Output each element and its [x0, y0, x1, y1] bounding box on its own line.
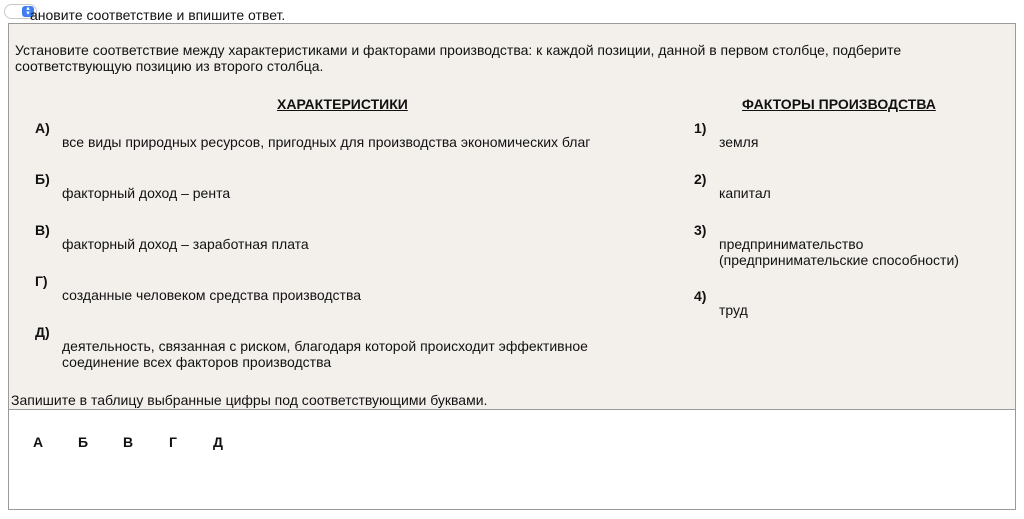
factor-text-4: труд [719, 302, 748, 318]
characteristics-header: ХАРАКТЕРИСТИКИ [277, 96, 408, 112]
characteristic-text-g: созданные человеком средства производства [62, 287, 362, 303]
factor-text-2: капитал [719, 185, 771, 201]
factor-text-1: земля [719, 134, 759, 150]
answer-letter-v: В [123, 434, 134, 450]
characteristic-letter-g: Г) [35, 273, 48, 289]
characteristic-letter-v: В) [35, 222, 50, 238]
factor-num-2: 2) [694, 171, 707, 187]
characteristic-text-b: факторный доход – рента [62, 185, 231, 201]
answer-letter-d: Д [213, 434, 223, 450]
characteristic-letter-b: Б) [35, 171, 50, 187]
factor-num-1: 1) [694, 120, 707, 136]
instruction-note: Запишите в таблицу выбранные цифры под соответствующими буквами. [11, 392, 488, 408]
question-text: Установите соответствие между характеристиками и факторами производства: к каждой позиции, данной в первом столбце, подберите соответствующую позицию из второго столбца. [15, 42, 902, 74]
task-box [8, 23, 1016, 410]
characteristic-text-a: все виды природных ресурсов, пригодных для производства экономических благ [62, 134, 591, 150]
dropdown-arrow-icon[interactable]: ▴ ▾ [22, 6, 34, 17]
answer-letter-b: Б [78, 434, 89, 450]
answer-letter-a: А [33, 434, 44, 450]
characteristic-text-v: факторный доход – заработная плата [62, 236, 309, 252]
characteristic-text-d: деятельность, связанная с риском, благодаря которой происходит эффективное соединение всех факторов производства [62, 338, 588, 370]
characteristic-letter-d: Д) [35, 324, 50, 340]
factors-header: ФАКТОРЫ ПРОИЗВОДСТВА [742, 96, 936, 112]
factor-text-3: предпринимательство (предпринимательские способности) [719, 236, 959, 268]
factor-num-3: 3) [694, 222, 707, 238]
answer-letter-g: Г [169, 434, 177, 450]
characteristic-letter-a: А) [35, 120, 50, 136]
factor-num-4: 4) [694, 288, 707, 304]
answer-table[interactable] [8, 409, 1016, 510]
top-instruction: ановите соответствие и впишите ответ. [30, 7, 286, 23]
